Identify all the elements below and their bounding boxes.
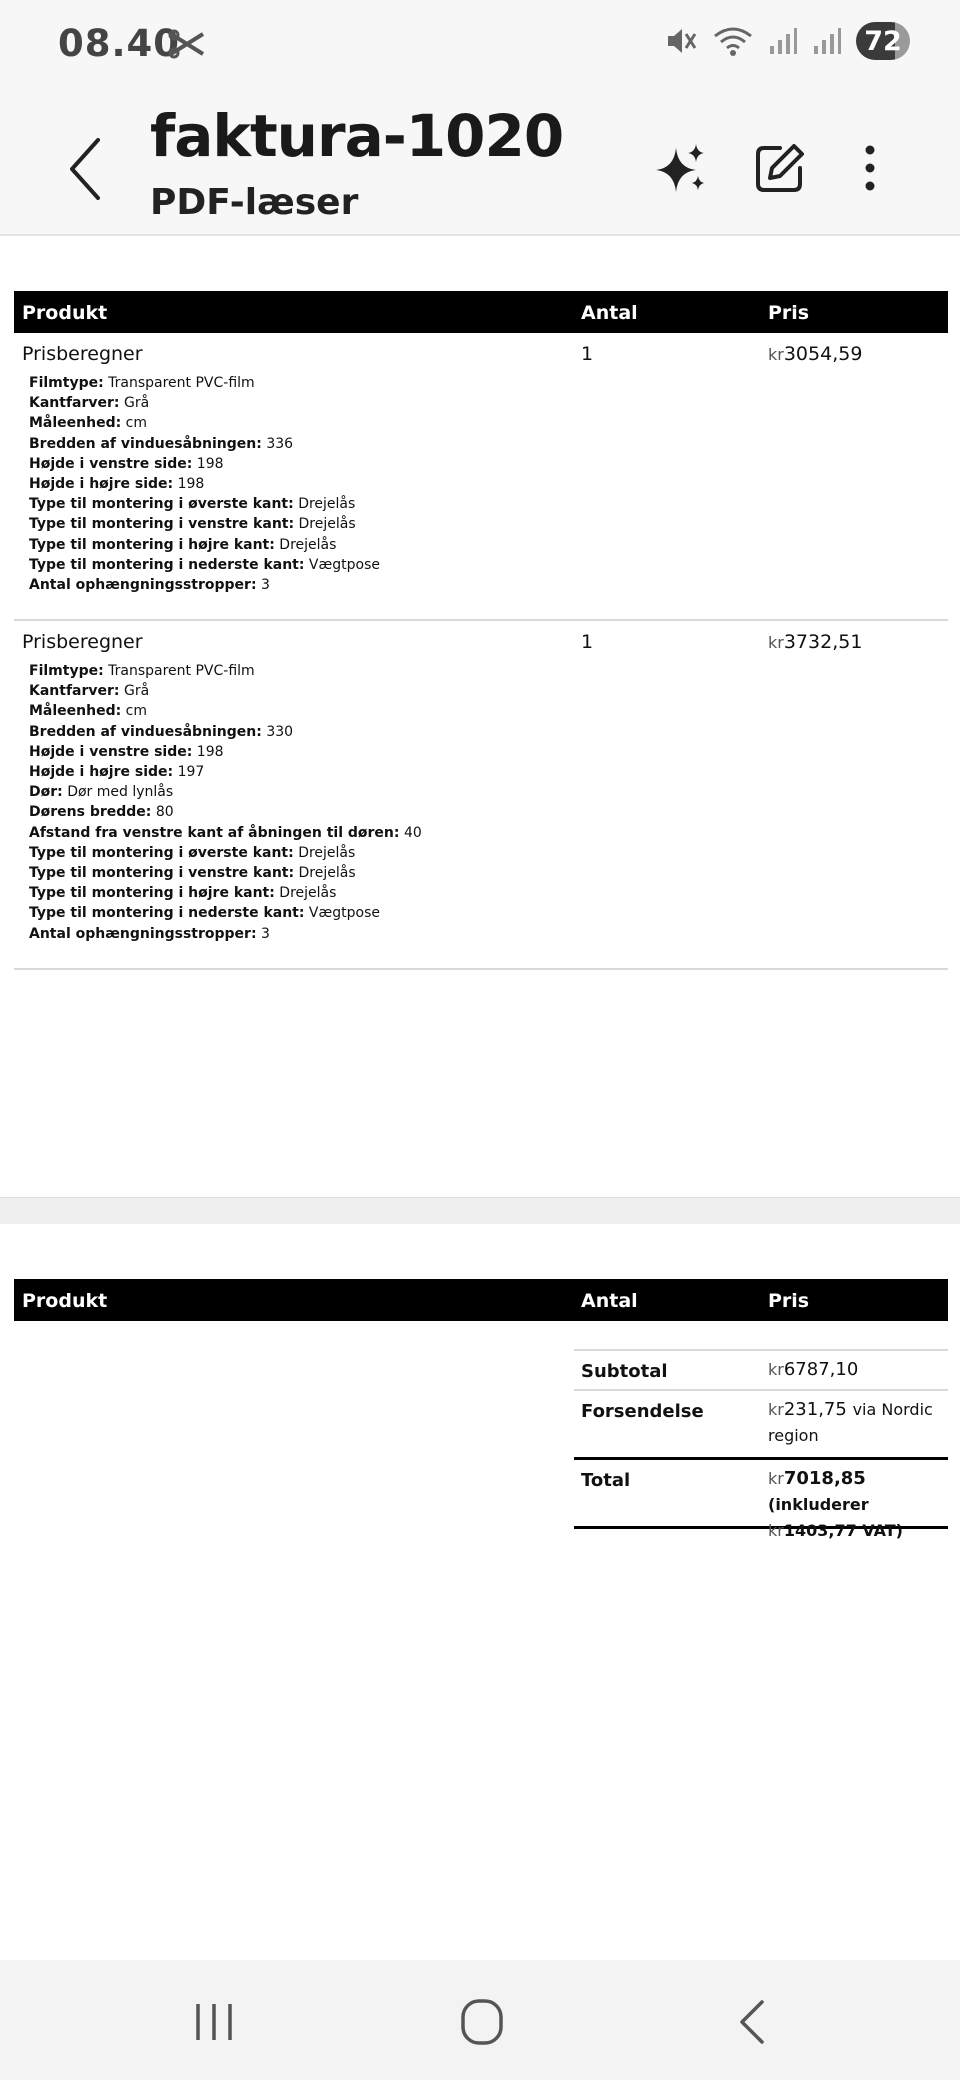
shipping-label: Forsendelse bbox=[581, 1401, 704, 1422]
total-value: kr7018,85 (inkluderer kr1403,77 VAT) bbox=[768, 1468, 903, 1540]
meta-line: Kantfarver: Grå bbox=[29, 395, 150, 412]
navigation-bar bbox=[0, 1960, 960, 2080]
product-price: kr3054,59 bbox=[768, 343, 863, 365]
status-bar bbox=[0, 0, 960, 90]
subtotal-row bbox=[574, 1349, 948, 1389]
subtotal-value: kr6787,10 bbox=[768, 1359, 859, 1380]
meta-line: Type til montering i nederste kant: Vægtpose bbox=[29, 905, 380, 922]
total-row bbox=[574, 1457, 948, 1540]
meta-line: Type til montering i højre kant: Drejelås bbox=[29, 536, 337, 553]
meta-line: Dørens bredde: 80 bbox=[29, 804, 174, 821]
totals-table bbox=[574, 1349, 948, 1540]
shipping-value: kr231,75 via Nordic region bbox=[768, 1399, 933, 1445]
meta-line: Afstand fra venstre kant af åbningen til døren: 40 bbox=[29, 824, 422, 841]
meta-line: Type til montering i venstre kant: Drejelås bbox=[29, 865, 356, 882]
status-time: 08.40 bbox=[58, 22, 181, 65]
meta-line: Dør: Dør med lynlås bbox=[29, 784, 174, 801]
wifi-icon bbox=[712, 24, 754, 58]
sparkle-icon[interactable] bbox=[652, 138, 712, 198]
meta-line: Antal ophængningsstropper: 3 bbox=[29, 577, 270, 594]
currency: kr bbox=[768, 633, 784, 652]
table-row bbox=[14, 333, 948, 621]
edit-icon[interactable] bbox=[750, 138, 810, 198]
table-row bbox=[14, 621, 948, 970]
product-qty: 1 bbox=[581, 343, 594, 365]
page-subtitle: PDF-læser bbox=[150, 182, 359, 223]
recent-apps-icon[interactable] bbox=[192, 2000, 236, 2044]
meta-line: Måleenhed: cm bbox=[29, 703, 148, 720]
col-price: Pris bbox=[768, 302, 810, 324]
pdf-page bbox=[0, 1224, 960, 1960]
product-name: Prisberegner bbox=[22, 631, 143, 653]
col-product: Produkt bbox=[22, 1290, 108, 1312]
col-price: Pris bbox=[768, 1290, 810, 1312]
meta-line: Højde i højre side: 197 bbox=[29, 764, 205, 781]
signal-icon bbox=[812, 26, 842, 56]
page-divider bbox=[0, 1197, 960, 1225]
meta-line: Type til montering i højre kant: Drejelås bbox=[29, 885, 337, 902]
battery-indicator: 72 bbox=[856, 22, 910, 60]
home-icon[interactable] bbox=[460, 1998, 504, 2046]
app-bar bbox=[0, 90, 960, 236]
back-arrow-icon[interactable] bbox=[60, 134, 110, 204]
meta-line: Højde i venstre side: 198 bbox=[29, 455, 224, 472]
product-price: kr3732,51 bbox=[768, 631, 863, 653]
meta-line: Kantfarver: Grå bbox=[29, 683, 150, 700]
meta-line: Filmtype: Transparent PVC-film bbox=[29, 375, 255, 391]
product-meta bbox=[29, 373, 380, 595]
signal-icon bbox=[768, 26, 798, 56]
meta-line: Antal ophængningsstropper: 3 bbox=[29, 925, 270, 942]
meta-line: Type til montering i venstre kant: Drejelås bbox=[29, 516, 356, 533]
product-qty: 1 bbox=[581, 631, 594, 653]
meta-line: Filmtype: Transparent PVC-film bbox=[29, 663, 255, 679]
col-product: Produkt bbox=[22, 302, 108, 324]
shipping-row bbox=[574, 1389, 948, 1457]
product-name: Prisberegner bbox=[22, 343, 143, 365]
product-meta bbox=[29, 661, 422, 944]
subtotal-label: Subtotal bbox=[581, 1361, 668, 1382]
col-qty: Antal bbox=[581, 302, 638, 324]
meta-line: Type til montering i øverste kant: Drejelås bbox=[29, 496, 356, 513]
col-qty: Antal bbox=[581, 1290, 638, 1312]
meta-line: Bredden af vinduesåbningen: 336 bbox=[29, 435, 294, 452]
more-options-icon[interactable] bbox=[840, 138, 900, 198]
meta-line: Type til montering i øverste kant: Drejelås bbox=[29, 844, 356, 861]
scissors-icon bbox=[168, 26, 206, 62]
back-icon[interactable] bbox=[734, 1998, 770, 2046]
total-label: Total bbox=[581, 1470, 631, 1491]
currency: kr bbox=[768, 345, 784, 364]
pdf-page bbox=[0, 236, 960, 1197]
meta-line: Højde i højre side: 198 bbox=[29, 476, 205, 493]
meta-line: Måleenhed: cm bbox=[29, 415, 148, 432]
page-title: faktura-1020 bbox=[150, 102, 564, 170]
mute-icon bbox=[664, 24, 698, 58]
table-header bbox=[14, 1279, 948, 1321]
table-header bbox=[14, 291, 948, 333]
meta-line: Type til montering i nederste kant: Vægtpose bbox=[29, 556, 380, 573]
meta-line: Højde i venstre side: 198 bbox=[29, 743, 224, 760]
meta-line: Bredden af vinduesåbningen: 330 bbox=[29, 723, 294, 740]
